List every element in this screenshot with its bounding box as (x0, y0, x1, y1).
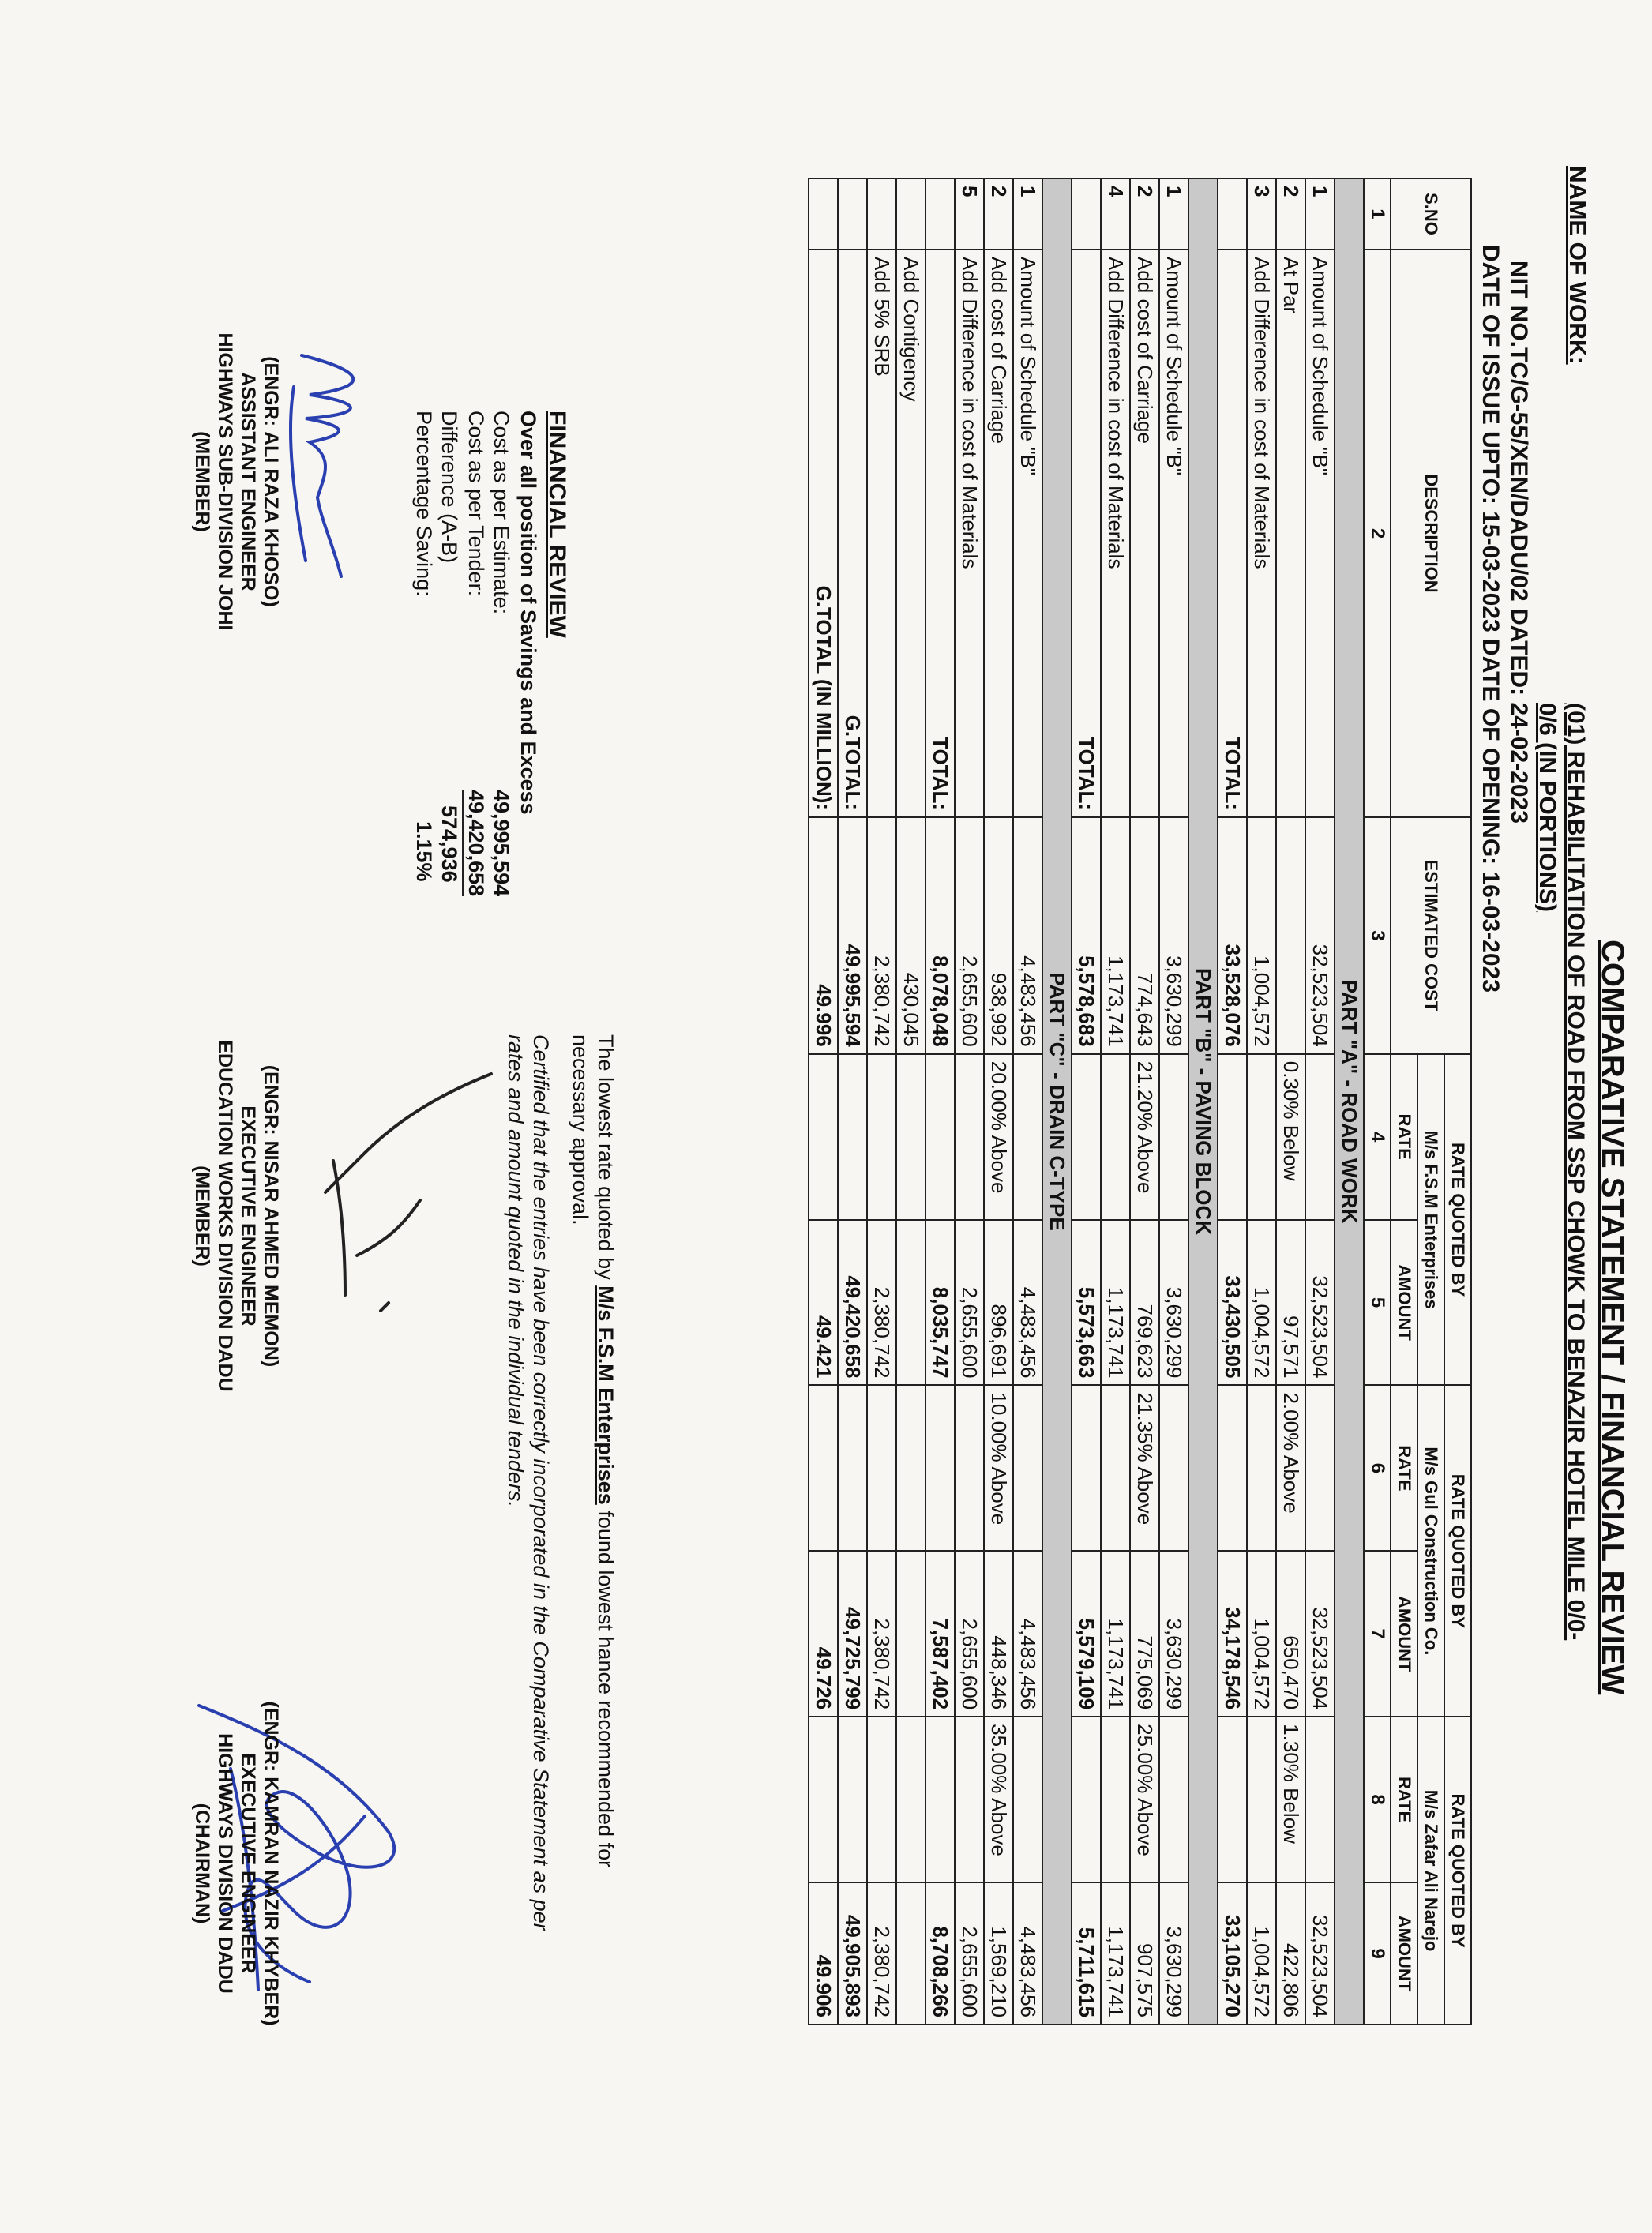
header-bidder-1: M/s F.S.M Enterprises (1417, 1054, 1444, 1386)
cell-desc: Add cost of Carriage (984, 250, 1013, 817)
signature-ali-raza-khoso (270, 340, 396, 592)
signature-nisar-ahmed-memon (278, 1042, 515, 1374)
col-num: 3 (1364, 817, 1391, 1054)
signatory-name: (ENGR: NISAR AHMED MEMON) (260, 1064, 282, 1368)
cell-amount: 775,069 (1130, 1551, 1159, 1717)
cell-amount: 4,483,456 (1013, 1551, 1042, 1717)
table-header-row (1444, 178, 1471, 2025)
cell-amount: 32,523,504 (1305, 1882, 1335, 2025)
work-label: NAME OF WORK: (1564, 166, 1590, 365)
signatory-title: EXECUTIVE ENGINEER (237, 1753, 259, 1974)
estimate-value: 49,995,594 (490, 790, 513, 897)
cell-desc: Add cost of Carriage (1130, 250, 1159, 817)
cell-sno: 1 (1159, 178, 1188, 250)
cell-desc: Add Difference in cost of Materials (1247, 250, 1276, 817)
cell-est: 1,004,572 (1247, 817, 1276, 1054)
cell-rate (1101, 1054, 1130, 1220)
cell-est (1276, 817, 1305, 1054)
cell-rate (1159, 1717, 1188, 1882)
grand-total-amount: 49,905,893 (838, 1882, 867, 2025)
recommendation-before: The lowest rate quoted by (594, 1034, 618, 1280)
total-label: TOTAL: (1072, 250, 1101, 817)
header-quoted-by-1: RATE QUOTED BY (1444, 1054, 1471, 1386)
cell-rate: 10.00% Above (984, 1385, 1013, 1551)
cell-sno: 4 (1101, 178, 1130, 250)
header-quoted-by-2: RATE QUOTED BY (1444, 1385, 1471, 1717)
signatory-office: EDUCATION WORKS DIVISION DADU (214, 1040, 236, 1392)
cell-amount: 1,173,741 (1101, 1220, 1130, 1386)
cell-amount: 32,523,504 (1305, 1220, 1335, 1386)
cell-sno: 3 (1247, 178, 1276, 250)
grand-total-row (838, 178, 867, 2025)
contingency-row (896, 178, 925, 2025)
cell-est: 4,483,456 (1013, 817, 1042, 1054)
srb-row (867, 178, 896, 2025)
cell-rate: 25.00% Above (1130, 1717, 1159, 1882)
cell-rate (955, 1717, 984, 1882)
table-row (1101, 178, 1130, 2025)
total-est: 8,078,048 (925, 817, 955, 1054)
cell-rate: 2.00% Above (1276, 1385, 1305, 1551)
financial-review-heading: FINANCIAL REVIEW (544, 411, 570, 638)
recommended-firm: M/s F.S.M Enterprises (594, 1285, 618, 1505)
cell-amount (896, 1220, 925, 1386)
cell-rate (955, 1385, 984, 1551)
header-bidder-2: M/s Gul Construction Co. (1417, 1385, 1444, 1717)
cell-est: 32,523,504 (1305, 817, 1335, 1054)
header-bidder-3: M/s Zafar Ali Narejo (1417, 1717, 1444, 2025)
header-description: DESCRIPTION (1391, 250, 1471, 817)
total-amount: 5,711,615 (1072, 1882, 1101, 2025)
cell-amount: 1,004,572 (1247, 1220, 1276, 1386)
table-row (1305, 178, 1335, 2025)
cell-rate: 20.00% Above (984, 1054, 1013, 1220)
total-amount: 5,573,663 (1072, 1220, 1101, 1386)
signatory-1 (190, 261, 282, 703)
grand-total-million-amount: 49.421 (809, 1220, 838, 1386)
cell-amount: 1,173,741 (1101, 1882, 1130, 2025)
cell-amount: 448,346 (984, 1551, 1013, 1717)
signatory-3 (190, 1642, 282, 2085)
cell-sno: 2 (1276, 178, 1305, 250)
section-heading: PART "A" - ROAD WORK (1335, 178, 1364, 2025)
total-amount: 8,708,266 (925, 1882, 955, 2025)
cell-rate: 35.00% Above (984, 1717, 1013, 1882)
cell-amount: 907,575 (1130, 1882, 1159, 2025)
col-num: 2 (1364, 250, 1391, 817)
cell-est: 430,045 (896, 817, 925, 1054)
section-heading: PART "C" - DRAIN C-TYPE (1042, 178, 1072, 2025)
total-est: 5,578,683 (1072, 817, 1101, 1054)
signatory-office: HIGHWAYS SUB-DIVISION JOHI (214, 332, 236, 631)
grand-total-million-est: 49.996 (809, 817, 838, 1054)
cell-amount: 1,004,572 (1247, 1882, 1276, 2025)
col-num: 1 (1364, 178, 1391, 250)
total-amount: 33,430,505 (1218, 1220, 1247, 1386)
cell-amount (896, 1882, 925, 2025)
signatory-title: ASSISTANT ENGINEER (237, 372, 259, 591)
estimate-label: Cost as per Estimate: (490, 411, 513, 615)
col-num: 6 (1364, 1385, 1391, 1551)
total-est: 33,528,076 (1218, 817, 1247, 1054)
col-num: 7 (1364, 1551, 1391, 1717)
cell-rate (1101, 1385, 1130, 1551)
table-row (984, 178, 1013, 2025)
header-amount: AMOUNT (1391, 1882, 1417, 2025)
comparative-table (808, 178, 1472, 2025)
signatory-role: (CHAIRMAN) (191, 1803, 213, 1924)
cell-amount: 769,623 (1130, 1220, 1159, 1386)
page-title: COMPARATIVE STATEMENT / FINANCIAL REVIEW (1595, 940, 1630, 1695)
recommendation-text (593, 1034, 618, 1867)
table-row (1276, 178, 1305, 2025)
cell-rate (1013, 1054, 1042, 1220)
signatory-name: (ENGR: KAMRAN NAZIR KHYBER) (260, 1701, 282, 2026)
cell-sno: 2 (1130, 178, 1159, 250)
cell-est: 938,992 (984, 817, 1013, 1054)
tender-value: 49,420,658 (462, 790, 488, 896)
cell-rate (1305, 1385, 1335, 1551)
cell-rate (1159, 1054, 1188, 1220)
table-row (1247, 178, 1276, 2025)
cell-desc: Add Difference in cost of Materials (955, 250, 984, 817)
header-quoted-by-3: RATE QUOTED BY (1444, 1717, 1471, 2025)
total-amount: 8,035,747 (925, 1220, 955, 1386)
cell-amount: 4,483,456 (1013, 1220, 1042, 1386)
cell-rate (1013, 1385, 1042, 1551)
cell-rate (1305, 1717, 1335, 1882)
grand-total-million-amount: 49.906 (809, 1882, 838, 2025)
cell-rate (1101, 1717, 1130, 1882)
percentage-value: 1.15% (412, 821, 436, 882)
col-num: 4 (1364, 1054, 1391, 1220)
cell-rate (1013, 1717, 1042, 1882)
table-row (955, 178, 984, 2025)
nit-number: NIT NO.TC/G-55/XEN/DADU/02 DATED: 24-02-2023 (1506, 261, 1532, 824)
header-estimated-cost: ESTIMATED COST (1391, 817, 1471, 1054)
certification-line2: rates and amount quoted in the individual tenders. (504, 1034, 528, 1507)
cell-amount: 97,571 (1276, 1220, 1305, 1386)
difference-label: Difference (A-B) (437, 411, 461, 564)
col-num: 5 (1364, 1220, 1391, 1386)
cell-est: 2,380,742 (867, 817, 896, 1054)
total-amount: 34,178,546 (1218, 1551, 1247, 1717)
tender-label: Cost as per Tender: (464, 411, 488, 597)
table-row (1013, 178, 1042, 2025)
total-amount: 33,105,270 (1218, 1882, 1247, 2025)
cell-rate (1159, 1385, 1188, 1551)
cell-amount: 2,380,742 (867, 1220, 896, 1386)
cell-amount: 32,523,504 (1305, 1551, 1335, 1717)
cell-amount: 2,655,600 (955, 1551, 984, 1717)
grand-total-million-label: G.TOTAL (IN MILLION): (809, 250, 838, 817)
header-amount: AMOUNT (1391, 1551, 1417, 1717)
grand-total-est: 49,995,594 (838, 817, 867, 1054)
col-num: 8 (1364, 1717, 1391, 1882)
signatory-role: (MEMBER) (191, 1165, 213, 1267)
cell-amount: 2,655,600 (955, 1882, 984, 2025)
percentage-label: Percentage Saving: (412, 411, 436, 597)
total-label: TOTAL: (925, 250, 955, 817)
cell-rate (1247, 1717, 1276, 1882)
grand-total-million-row (809, 178, 838, 2025)
grand-total-amount: 49,420,658 (838, 1220, 867, 1386)
col-num: 9 (1364, 1882, 1391, 2025)
cell-est: 2,655,600 (955, 817, 984, 1054)
cell-amount: 896,691 (984, 1220, 1013, 1386)
signatory-name: (ENGR: ALI RAZA KHOSO) (260, 356, 282, 607)
work-name-line1: (01) REHABILITATION OF ROAD FROM SSP CHOWK TO BENAZIR HOTEL MILE 0/0- (1563, 703, 1589, 1641)
section-row-part-c (1042, 178, 1072, 2025)
grand-total-label: G.TOTAL: (838, 250, 867, 817)
recommendation-after: found lowest hance recommended for (594, 1511, 618, 1868)
cell-desc: Amount of Schedule "B" (1159, 250, 1188, 817)
cell-amount: 1,569,210 (984, 1882, 1013, 2025)
cell-desc: Amount of Schedule "B" (1305, 250, 1335, 817)
cell-amount: 3,630,299 (1159, 1551, 1188, 1717)
signatory-office: HIGHWAYS DIVISION DADU (214, 1733, 236, 1994)
total-row (925, 178, 955, 2025)
cell-est: 1,173,741 (1101, 817, 1130, 1054)
cell-desc: Add Contigency (896, 250, 925, 817)
cell-sno: 2 (984, 178, 1013, 250)
cell-amount: 1,173,741 (1101, 1551, 1130, 1717)
cell-amount: 650,470 (1276, 1551, 1305, 1717)
total-row (1072, 178, 1101, 2025)
header-rate: RATE (1391, 1054, 1417, 1220)
cell-rate: 21.35% Above (1130, 1385, 1159, 1551)
total-label: TOTAL: (1218, 250, 1247, 817)
cell-amount: 2,655,600 (955, 1220, 984, 1386)
cell-rate: 1.30% Below (1276, 1717, 1305, 1882)
total-amount: 7,587,402 (925, 1551, 955, 1717)
header-amount: AMOUNT (1391, 1220, 1417, 1386)
signatory-title: EXECUTIVE ENGINEER (237, 1105, 259, 1327)
cell-desc: Add Difference in cost of Materials (1101, 250, 1130, 817)
cell-amount (896, 1551, 925, 1717)
column-number-row (1364, 178, 1391, 2025)
cell-rate (1247, 1054, 1276, 1220)
financial-review-sub: Over all position of Savings and Excess (516, 411, 540, 815)
cell-amount: 3,630,299 (1159, 1220, 1188, 1386)
cell-sno: 1 (1305, 178, 1335, 250)
grand-total-amount: 49,725,799 (838, 1551, 867, 1717)
cell-amount: 2,380,742 (867, 1882, 896, 2025)
cell-est: 774,643 (1130, 817, 1159, 1054)
grand-total-million-amount: 49.726 (809, 1551, 838, 1717)
cell-rate (955, 1054, 984, 1220)
cell-amount: 3,630,299 (1159, 1882, 1188, 2025)
cell-rate (1305, 1054, 1335, 1220)
issue-opening-dates: DATE OF ISSUE UPTO: 15-03-2023 DATE OF OPENING: 16-03-2023 (1477, 245, 1504, 993)
signatory-role: (MEMBER) (191, 431, 213, 532)
difference-value: 574,936 (437, 805, 461, 883)
table-row (1130, 178, 1159, 2025)
cell-amount: 1,004,572 (1247, 1551, 1276, 1717)
section-heading: PART "B" - PAVING BLOCK (1188, 178, 1218, 2025)
signatory-2 (190, 995, 282, 1437)
recommendation-line2: necessary approval. (569, 1034, 592, 1225)
header-sno: S.NO (1391, 178, 1471, 250)
cell-sno: 5 (955, 178, 984, 250)
cell-desc: Add 5% SRB (867, 250, 896, 817)
section-row-part-a (1335, 178, 1364, 2025)
table-row (1159, 178, 1188, 2025)
certification-line1: Certified that the entries have been correctly incorporated in the Comparative Statement as per (529, 1034, 553, 1931)
header-rate: RATE (1391, 1717, 1417, 1882)
cell-amount: 422,806 (1276, 1882, 1305, 2025)
work-name-line2: 0/6 (IN PORTIONS) (1534, 703, 1560, 913)
cell-rate: 21.20% Above (1130, 1054, 1159, 1220)
header-rate: RATE (1391, 1385, 1417, 1551)
section-row-part-b (1188, 178, 1218, 2025)
cell-desc: Amount of Schedule "B" (1013, 250, 1042, 817)
cell-desc: At Par (1276, 250, 1305, 817)
total-amount: 5,579,109 (1072, 1551, 1101, 1717)
cell-amount: 2,380,742 (867, 1551, 896, 1717)
cell-sno: 1 (1013, 178, 1042, 250)
cell-rate: 0.30% Below (1276, 1054, 1305, 1220)
cell-amount: 4,483,456 (1013, 1882, 1042, 2025)
cell-est: 3,630,299 (1159, 817, 1188, 1054)
cell-rate (1247, 1385, 1276, 1551)
total-row (1218, 178, 1247, 2025)
